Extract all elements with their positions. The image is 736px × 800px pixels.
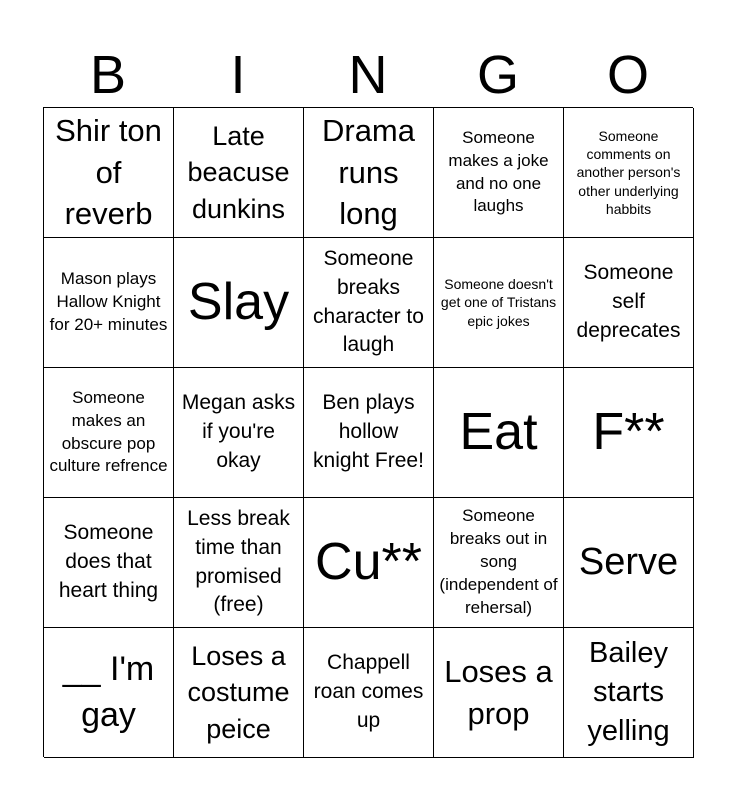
bingo-cell[interactable]: Late beacuse dunkins	[174, 108, 304, 238]
bingo-cell[interactable]: Ben plays hollow knight Free!	[304, 368, 434, 498]
bingo-cell[interactable]: Eat	[434, 368, 564, 498]
header-letter-o: O	[606, 45, 649, 105]
bingo-cell[interactable]: F**	[564, 368, 694, 498]
bingo-cell[interactable]: Megan asks if you're okay	[174, 368, 304, 498]
bingo-cell[interactable]: Serve	[564, 498, 694, 628]
bingo-cell[interactable]: __ I'm gay	[44, 628, 174, 758]
bingo-cell[interactable]: Someone breaks out in song (independent of rehersal)	[434, 498, 564, 628]
header-letter-n: N	[348, 45, 388, 105]
header-letter-g: G	[476, 45, 519, 105]
bingo-cell[interactable]: Someone does that heart thing	[44, 498, 174, 628]
bingo-cell[interactable]: Shir ton of reverb	[44, 108, 174, 238]
bingo-cell[interactable]: Drama runs long	[304, 108, 434, 238]
bingo-cell[interactable]: Less break time than promised (free)	[174, 498, 304, 628]
bingo-cell[interactable]: Someone makes an obscure pop culture refrence	[44, 368, 174, 498]
bingo-cell[interactable]: Someone self deprecates	[564, 238, 694, 368]
bingo-cell[interactable]: Someone doesn't get one of Tristans epic jokes	[434, 238, 564, 368]
bingo-cell[interactable]: Slay	[174, 238, 304, 368]
header-letter-i: I	[230, 45, 246, 105]
bingo-grid	[43, 107, 693, 757]
bingo-cell[interactable]: Mason plays Hallow Knight for 20+ minutes	[44, 238, 174, 368]
bingo-header	[43, 42, 693, 108]
bingo-cell[interactable]: Loses a prop	[434, 628, 564, 758]
bingo-cell[interactable]: Cu**	[304, 498, 434, 628]
bingo-cell[interactable]: Bailey starts yelling	[564, 628, 694, 758]
header-letter-b: B	[89, 45, 127, 105]
bingo-cell[interactable]: Chappell roan comes up	[304, 628, 434, 758]
bingo-cell[interactable]: Someone breaks character to laugh	[304, 238, 434, 368]
bingo-cell[interactable]: Loses a costume peice	[174, 628, 304, 758]
bingo-cell[interactable]: Someone makes a joke and no one laughs	[434, 108, 564, 238]
bingo-cell[interactable]: Someone comments on another person's other underlying habbits	[564, 108, 694, 238]
